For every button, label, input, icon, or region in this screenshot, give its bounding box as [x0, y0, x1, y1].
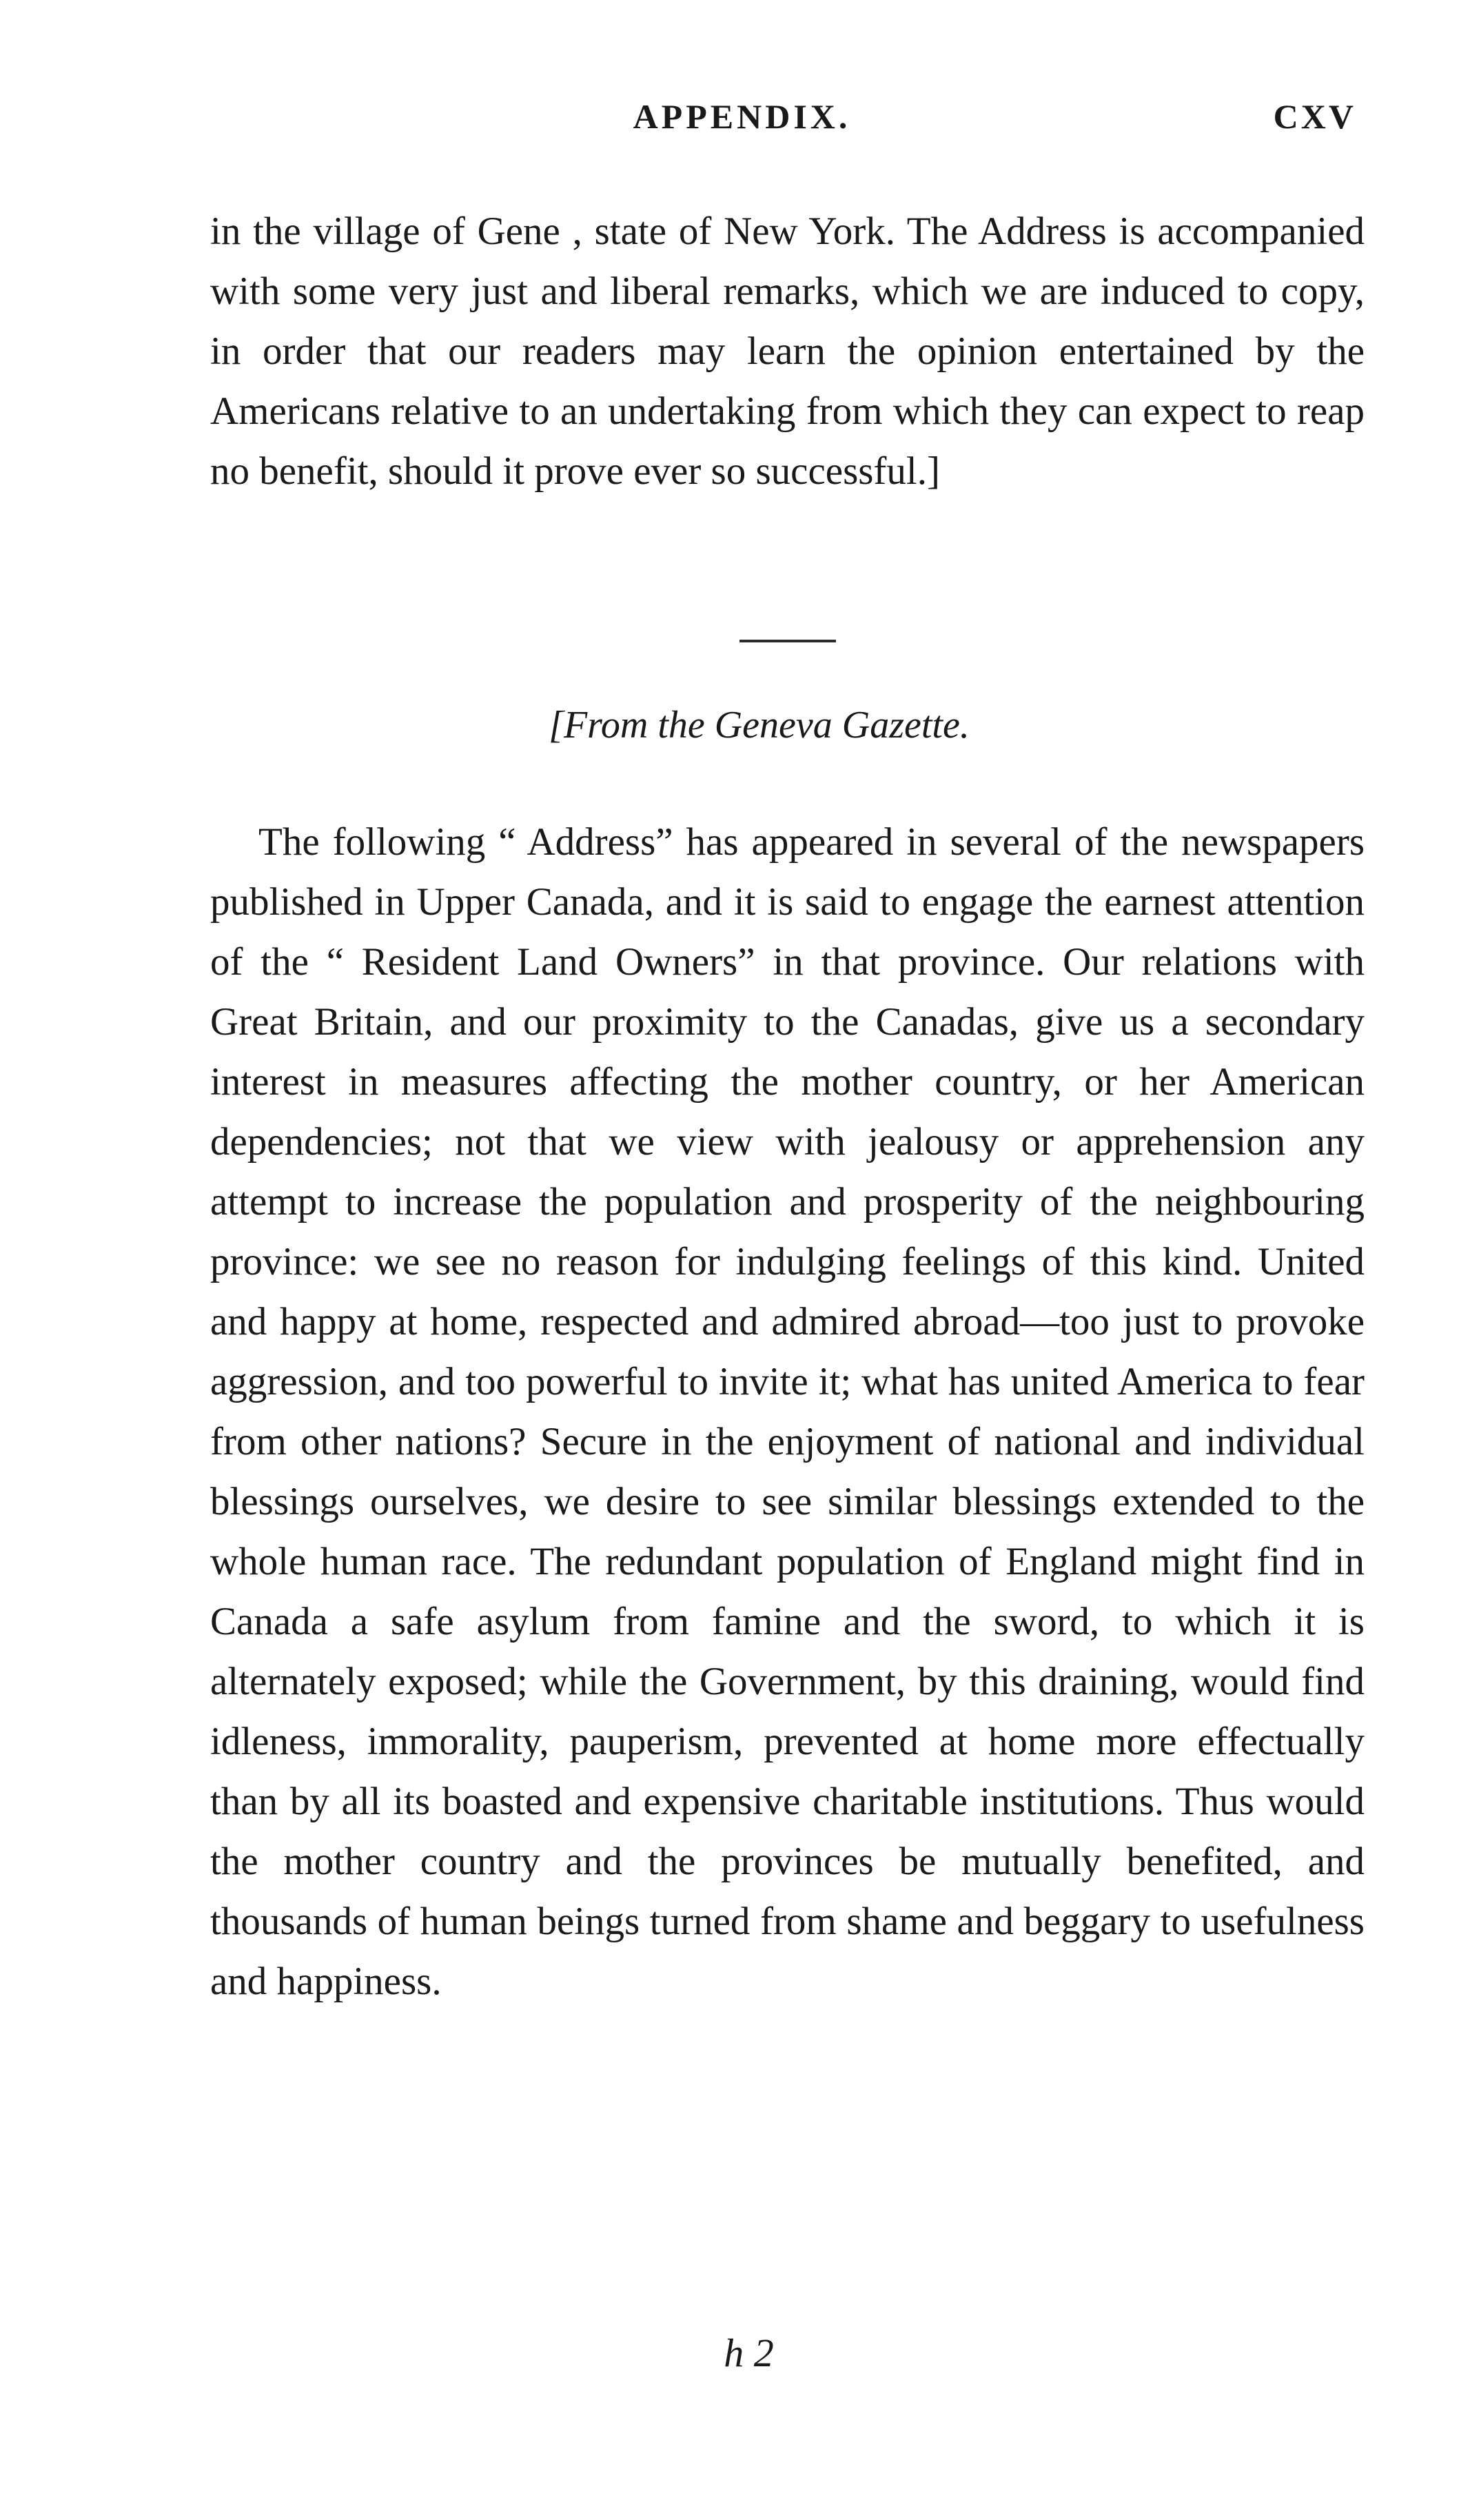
signature-mark: h 2 [724, 2330, 774, 2375]
article-paragraph: The following “ Address” has appeared in several of the newspapers published in Upper Canada, and it is said to engage the earnest attention of the “ Resident Land Owners” in that province. Our relations with Great Britain, and our proximity to the Canadas, give us a secondary interest in measures affecting the mother country, or her American dependencies; not that we view with jealousy or apprehension any attempt to increase the population and prosperity of the neighbouring province: we see no reason for indulging feelings of this kind. United and happy at home, respected and admired abroad—too just to provoke aggression, and too powerful to invite it; what has united America to fear from other nations? Secure in the enjoyment of national and individual blessings ourselves, we desire to see similar blessings extended to the whole human race. The redundant population of England might find in Canada a safe asylum from famine and the sword, to which it is alternately exposed; while the Government, by this draining, would find idleness, immorality, pauperism, prevented at home more effectually than by all its boasted and expensive charitable institutions. Thus would the mother country and the provinces be mutually benefited, and thousands of human beings turned from shame and beggary to usefulness and happiness. [210, 820, 1365, 2003]
section-divider [739, 640, 836, 642]
article-body [210, 812, 1365, 2011]
source-attribution: [From the Geneva Gazette. [549, 704, 970, 746]
intro-paragraph [210, 201, 1365, 501]
intro-text: in the village of Gene , state of New York. The Address is accompanied with some very just and liberal remarks, which we are induced to copy, in order that our readers may learn the opinion entertained by the Americans relative to an undertaking from which they can expect to reap no benefit, should it prove ever so successful.] [210, 210, 1365, 493]
page-header [0, 96, 1470, 152]
running-head: APPENDIX. [633, 97, 851, 136]
page-number: CXV [1273, 97, 1356, 136]
